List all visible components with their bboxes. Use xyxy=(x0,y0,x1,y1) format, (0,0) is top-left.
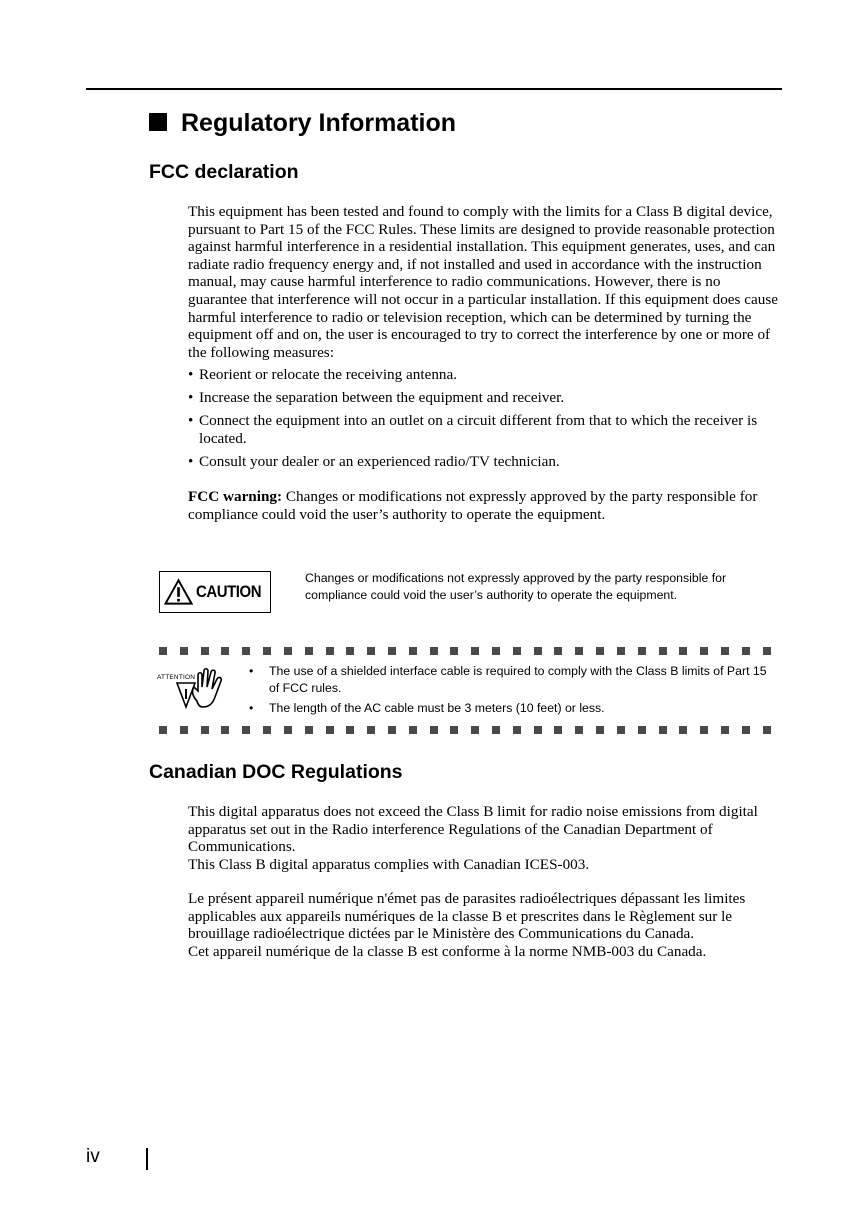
bullet-icon: • xyxy=(188,366,194,383)
page-number: iv xyxy=(86,1146,100,1167)
fcc-warning-text: Changes or modifications not expressly approved by the party responsible for compliance could void the user’s authority to operate the equipment. xyxy=(188,488,758,523)
bullet-icon: • xyxy=(188,452,194,470)
footer-divider xyxy=(146,1148,148,1170)
attention-top-divider xyxy=(159,647,771,655)
caution-badge xyxy=(159,571,271,613)
list-item: • Increase the separation between the equipment and receiver. xyxy=(188,389,565,407)
fcc-heading: FCC declaration xyxy=(149,161,299,183)
fcc-warning-label: FCC warning: xyxy=(188,488,283,505)
caution-label: CAUTION xyxy=(196,582,262,601)
attention-badge xyxy=(157,663,232,711)
list-item: • The use of a shielded interface cable is required to comply with the Class B limits of Part 15 of FCC rules. xyxy=(249,664,767,695)
attention-bottom-divider xyxy=(159,726,771,734)
bullet-icon: • xyxy=(188,412,194,430)
bullet-icon: • xyxy=(188,389,194,407)
list-item: • The length of the AC cable must be 3 meters (10 feet) or less. xyxy=(249,701,605,715)
attention-list xyxy=(249,663,769,721)
caution-text: Changes or modifications not expressly approved by the party responsible for compliance could void the user’s authority to operate the equipment. xyxy=(305,571,727,602)
list-item: • Connect the equipment into an outlet on a circuit different from that to which the receiver is located. xyxy=(188,412,758,447)
canadian-english xyxy=(188,803,780,873)
canadian-french xyxy=(188,890,780,960)
fcc-warning xyxy=(188,488,780,523)
list-item: • Consult your dealer or an experienced radio/TV technician. xyxy=(188,452,560,470)
warning-triangle-icon xyxy=(164,578,193,606)
attention-label: ATTENTION xyxy=(157,674,196,681)
hand-attention-icon xyxy=(157,663,232,711)
header-rule xyxy=(86,88,782,90)
fcc-measures-list xyxy=(188,366,780,476)
bullet-icon: • xyxy=(249,701,254,715)
section-title-text: Regulatory Information xyxy=(181,109,457,137)
section-title xyxy=(149,106,456,140)
canadian-french-line: Le présent appareil numérique n'émet pas de parasites radioélectriques dépassant les limites applicables aux appareils numériques de la classe B et prescrites dans le Règlement sur le brouillage radioélectrique dictées par le Ministère des Communications du Canada. xyxy=(188,890,746,943)
canadian-french-line: Cet appareil numérique de la classe B est conforme à la norme NMB-003 du Canada. xyxy=(188,942,707,960)
canadian-heading: Canadian DOC Regulations xyxy=(149,761,403,783)
bullet-icon: • xyxy=(249,664,254,678)
canadian-english-line: This digital apparatus does not exceed the Class B limit for radio noise emissions from digital apparatus set out in the Radio interference Regulations of the Canadian Department of Communications. xyxy=(188,803,758,856)
list-item: • Reorient or relocate the receiving antenna. xyxy=(188,366,458,383)
square-bullet-icon xyxy=(149,113,167,131)
fcc-paragraph-text: This equipment has been tested and found to comply with the limits for a Class B digital device, pursuant to Part 15 of the FCC Rules. These limits are designed to provide reasonable protection against harmful interference in a residential installation. This equipment generates, uses, and can radiate radio frequency energy and, if not installed and used in accordance with the instruction manual, may cause harmful interference to radio communications. However, there is no guarantee that interference will not occur in a particular installation. If this equipment does cause harmful interference to radio or television reception, which can be determined by turning the equipment off and on, the user is encouraged to try to correct the interference by one or more of the following measures: xyxy=(188,203,778,361)
canadian-english-line: This Class B digital apparatus complies with Canadian ICES-003. xyxy=(188,855,590,873)
fcc-paragraph xyxy=(188,203,780,361)
